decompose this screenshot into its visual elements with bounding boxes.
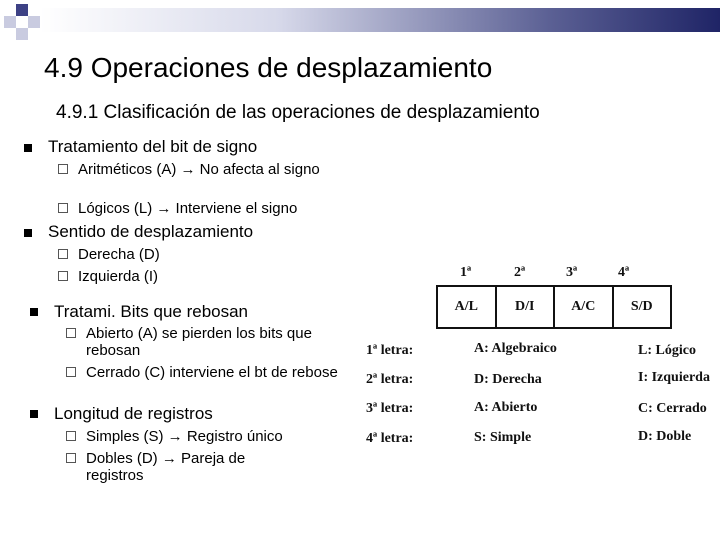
option-a: A: Algebraico [474, 341, 557, 356]
shift-classification-figure [352, 255, 720, 455]
option-b: D: Doble [638, 429, 692, 444]
option-b: I: Izquierda [638, 370, 710, 385]
letter-label: 2ª letra: [366, 372, 414, 387]
letter-label: 4ª letra: [366, 431, 414, 446]
square-bullet-icon [30, 308, 38, 316]
square-bullet-icon [30, 410, 38, 418]
corner-square [16, 4, 28, 16]
grid-cell: A/L [438, 287, 497, 327]
sub-item-text: Abierto (A) se pierden los bits que rebosan [86, 325, 312, 359]
option-a: S: Simple [474, 430, 532, 445]
bullet-label: Longitud de registros [54, 404, 213, 423]
corner-square [28, 16, 40, 28]
position-label: 3ª [566, 265, 578, 280]
header-gradient-bar [40, 8, 720, 32]
grid-cell: D/I [497, 287, 556, 327]
checkbox-bullet-icon [58, 271, 68, 281]
corner-square [4, 16, 16, 28]
bullet-label: Tratamiento del bit de signo [48, 137, 258, 156]
sub-item-text: Dobles (D) → Pareja de registros [86, 450, 246, 484]
square-bullet-icon [24, 229, 32, 237]
bullet-label: Sentido de desplazamiento [48, 222, 254, 241]
checkbox-bullet-icon [66, 367, 76, 377]
checkbox-bullet-icon [58, 164, 68, 174]
letter-label: 3ª letra: [366, 401, 414, 416]
sub-item-text: Lógicos (L) → Interviene el signo [78, 200, 298, 217]
square-bullet-icon [24, 144, 32, 152]
position-label: 2ª [514, 265, 526, 280]
option-b: C: Cerrado [638, 401, 707, 416]
page-title: 4.9 Operaciones de desplazamiento [44, 52, 493, 83]
position-label: 1ª [460, 265, 472, 280]
checkbox-bullet-icon [58, 249, 68, 259]
option-a: D: Derecha [474, 372, 542, 387]
sub-item-text: Aritméticos (A) → No afecta al signo [78, 161, 320, 178]
grid-cell: A/C [555, 287, 614, 327]
position-label: 4ª [618, 265, 630, 280]
option-a: A: Abierto [474, 400, 538, 415]
grid-cell: S/D [630, 299, 653, 314]
page-subtitle: 4.9.1 Clasificación de las operaciones de desplazamiento [56, 102, 540, 123]
option-b: L: Lógico [638, 343, 696, 358]
letter-label: 1ª letra: [366, 343, 414, 358]
sub-item-text: Derecha (D) [78, 246, 160, 263]
checkbox-bullet-icon [66, 431, 76, 441]
checkbox-bullet-icon [66, 453, 76, 463]
sub-item-text: Simples (S) → Registro único [86, 428, 283, 445]
bullet-label: Tratami. Bits que rebosan [54, 302, 249, 321]
mnemonic-grid [436, 285, 672, 329]
sub-item-text: Izquierda (I) [78, 268, 159, 285]
checkbox-bullet-icon [58, 203, 68, 213]
sub-item-text: Cerrado (C) interviene el bt de rebose [86, 364, 338, 381]
checkbox-bullet-icon [66, 328, 76, 338]
corner-square [16, 28, 28, 40]
